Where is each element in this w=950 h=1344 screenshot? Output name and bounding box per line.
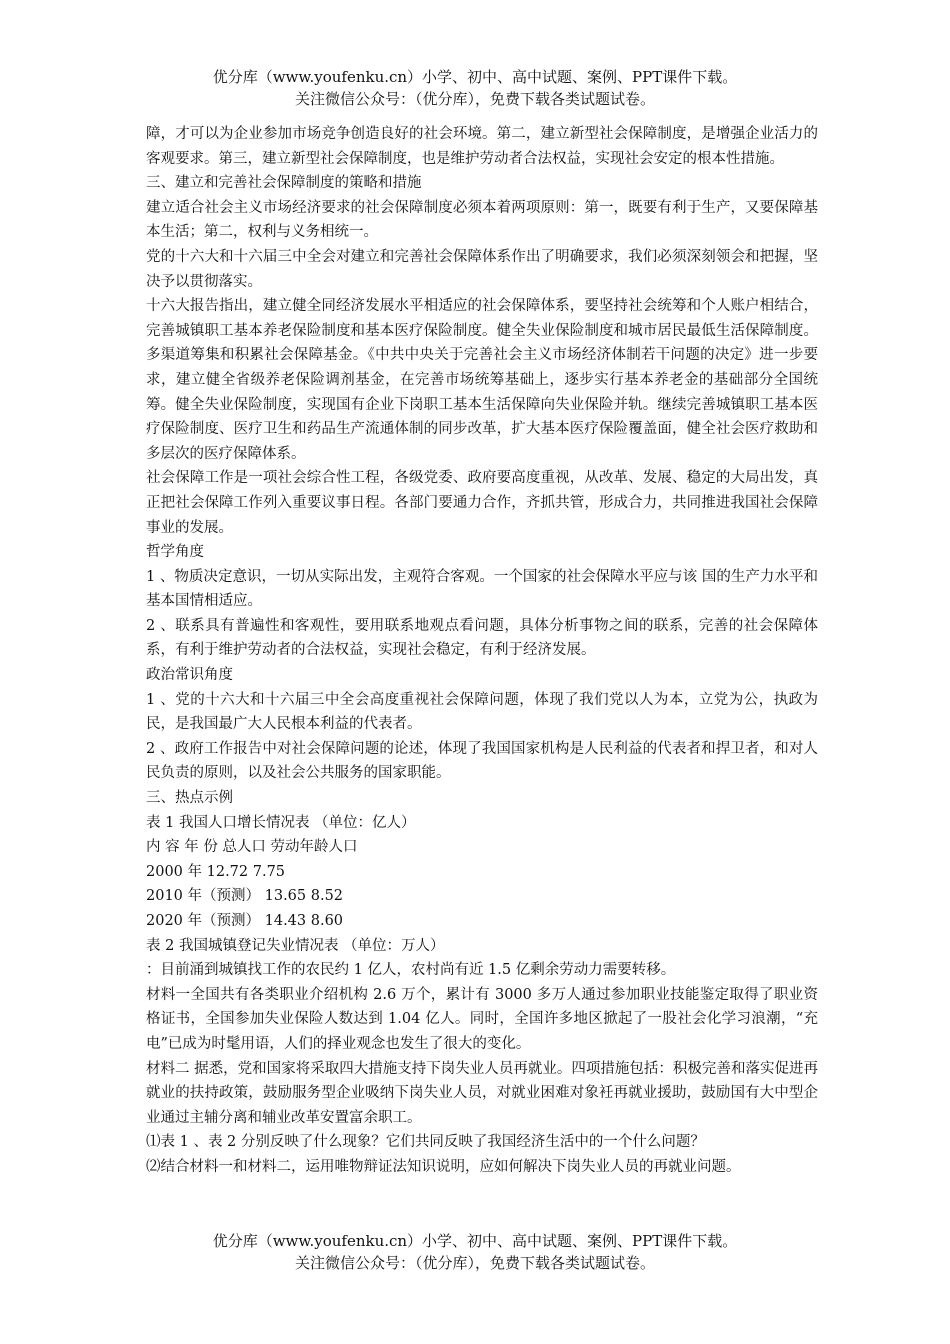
paragraph-report: 十六大报告指出，建立健全同经济发展水平相适应的社会保障体系，要坚持社会统筹和个人账户相结合，完善城镇职工基本养老保险制度和基本医疗保险制度。健全失业保险制度和城市居民最低生活保障制度。多渠道筹集和积累社会保障基金。《中共中央关于完善社会主义市场经济体制若干问题的决定》进一步要求，建立健全省级养老保险调剂基金，在完善市场统筹基础上，逐步实行基本养老金的基础部分全国统筹。健全失业保险制度，实现国有企业下岗职工基本生活保障向失业保险并轨。继续完善城镇职工基本医疗保险制度、医疗卫生和药品生产流通体制的同步改革，扩大基本医疗保险覆盖面，健全社会医疗救助和多层次的医疗保障体系。 bbox=[146, 298, 818, 462]
table-2-title: 表 2 我国城镇登记失业情况表 （单位：万人） bbox=[146, 937, 445, 954]
header-line-1: 优分库（www.youfenku.cn）小学、初中、高中试题、案例、PPT课件下载。 bbox=[212, 68, 738, 86]
table-1-row-2020: 2020 年（预测） 14.43 8.60 bbox=[146, 913, 344, 929]
header-line-2: 关注微信公众号：（优分库），免费下载各类试题试卷。 bbox=[294, 90, 655, 108]
page-header bbox=[0, 66, 950, 110]
table-1-row-2000: 2000 年 12.72 7.75 bbox=[146, 863, 286, 880]
footer-line-1: 优分库（www.youfenku.cn）小学、初中、高中试题、案例、PPT课件下载。 bbox=[212, 1232, 738, 1250]
heading-politics: 政治常识角度 bbox=[146, 667, 233, 684]
material-1: 材料一全国共有各类职业介绍机构 2.6 万个，累计有 3000 多万人通过参加职业技能鉴定取得了职业资格证书，全国参加失业保险人数达到 1.04 亿人。同时，全国许多地区掀起了一股社会化学习浪潮，“充电”已成为时髦用语，人们的择业观念也发生了很大的变化。 bbox=[146, 986, 818, 1052]
document-body bbox=[146, 122, 818, 1180]
paragraph-1: 障，才可以为企业参加市场竞争创造良好的社会环境。第二，建立新型社会保障制度，是增强企业活力的客观要求。第三，建立新型社会保障制度，也是维护劳动者合法权益，实现社会安定的根本性措施。 bbox=[146, 126, 818, 167]
politics-point-1: 1 、党的十六大和十六届三中全会高度重视社会保障问题，体现了我们党以人为本，立党为公，执政为民，是我国最广大人民根本利益的代表者。 bbox=[146, 691, 818, 733]
section-heading-strategies: 三、建立和完善社会保障制度的策略和措施 bbox=[146, 175, 422, 192]
philosophy-point-2: 2 、联系具有普遍性和客观性，要用联系地观点看问题，具体分析事物之间的联系，完善的社会保障体系，有利于维护劳动者的合法权益，实现社会稳定，有利于经济发展。 bbox=[146, 617, 818, 659]
material-2: 材料二 据悉，党和国家将采取四大措施支持下岗失业人员再就业。四项措施包括：积极完善和落实促进再就业的扶持政策，鼓励服务型企业吸纳下岗失业人员，对就业困难对象衽再就业援助，鼓励国有大中型企业通过主辅分离和辅业改革安置富余职工。 bbox=[146, 1060, 818, 1126]
footer-line-2: 关注微信公众号：（优分库），免费下载各类试题试卷。 bbox=[294, 1254, 655, 1272]
table-1-title: 表 1 我国人口增长情况表 （单位：亿人） bbox=[146, 814, 416, 831]
table-note: ：目前涌到城镇找工作的农民约 1 亿人，农村尚有近 1.5 亿剩余劳动力需要转移。 bbox=[146, 962, 676, 979]
page-footer bbox=[0, 1230, 950, 1274]
heading-hot-examples: 三、热点示例 bbox=[146, 790, 233, 807]
table-1-header: 内 容 年 份 总人口 劳动年龄人口 bbox=[146, 839, 358, 856]
heading-philosophy: 哲学角度 bbox=[146, 544, 204, 561]
paragraph-social-work: 社会保障工作是一项社会综合性工程，各级党委、政府要高度重视，从改革、发展、稳定的大局出发，真正把社会保障工作列入重要议事日程。各部门要通力合作，齐抓共管，形成合力，共同推进我国社会保障事业的发展。 bbox=[146, 470, 818, 536]
table-1-row-2010: 2010 年（预测） 13.65 8.52 bbox=[146, 888, 344, 905]
paragraph-party-congress: 党的十六大和十六届三中全会对建立和完善社会保障体系作出了明确要求，我们必须深刻领会和把握，坚决予以贯彻落实。 bbox=[146, 248, 818, 290]
philosophy-point-1: 1 、物质决定意识，一切从实际出发，主观符合客观。一个国家的社会保障水平应与该 国的生产力水平和基本国情相适应。 bbox=[146, 568, 818, 610]
question-1: ⑴表 1 、表 2 分别反映了什么现象？它们共同反映了我国经济生活中的一个什么问题？ bbox=[146, 1134, 705, 1151]
question-2: ⑵结合材料一和材料二，运用唯物辩证法知识说明，应如何解决下岗失业人员的再就业问题。 bbox=[146, 1158, 741, 1175]
politics-point-2: 2 、政府工作报告中对社会保障问题的论述，体现了我国国家机构是人民利益的代表者和捍卫者，和对人民负责的原则，以及社会公共服务的国家职能。 bbox=[146, 740, 818, 782]
paragraph-principles: 建立适合社会主义市场经济要求的社会保障制度必须本着两项原则：第一，既要有利于生产，又要保障基本生活；第二，权利与义务相统一。 bbox=[146, 199, 818, 241]
